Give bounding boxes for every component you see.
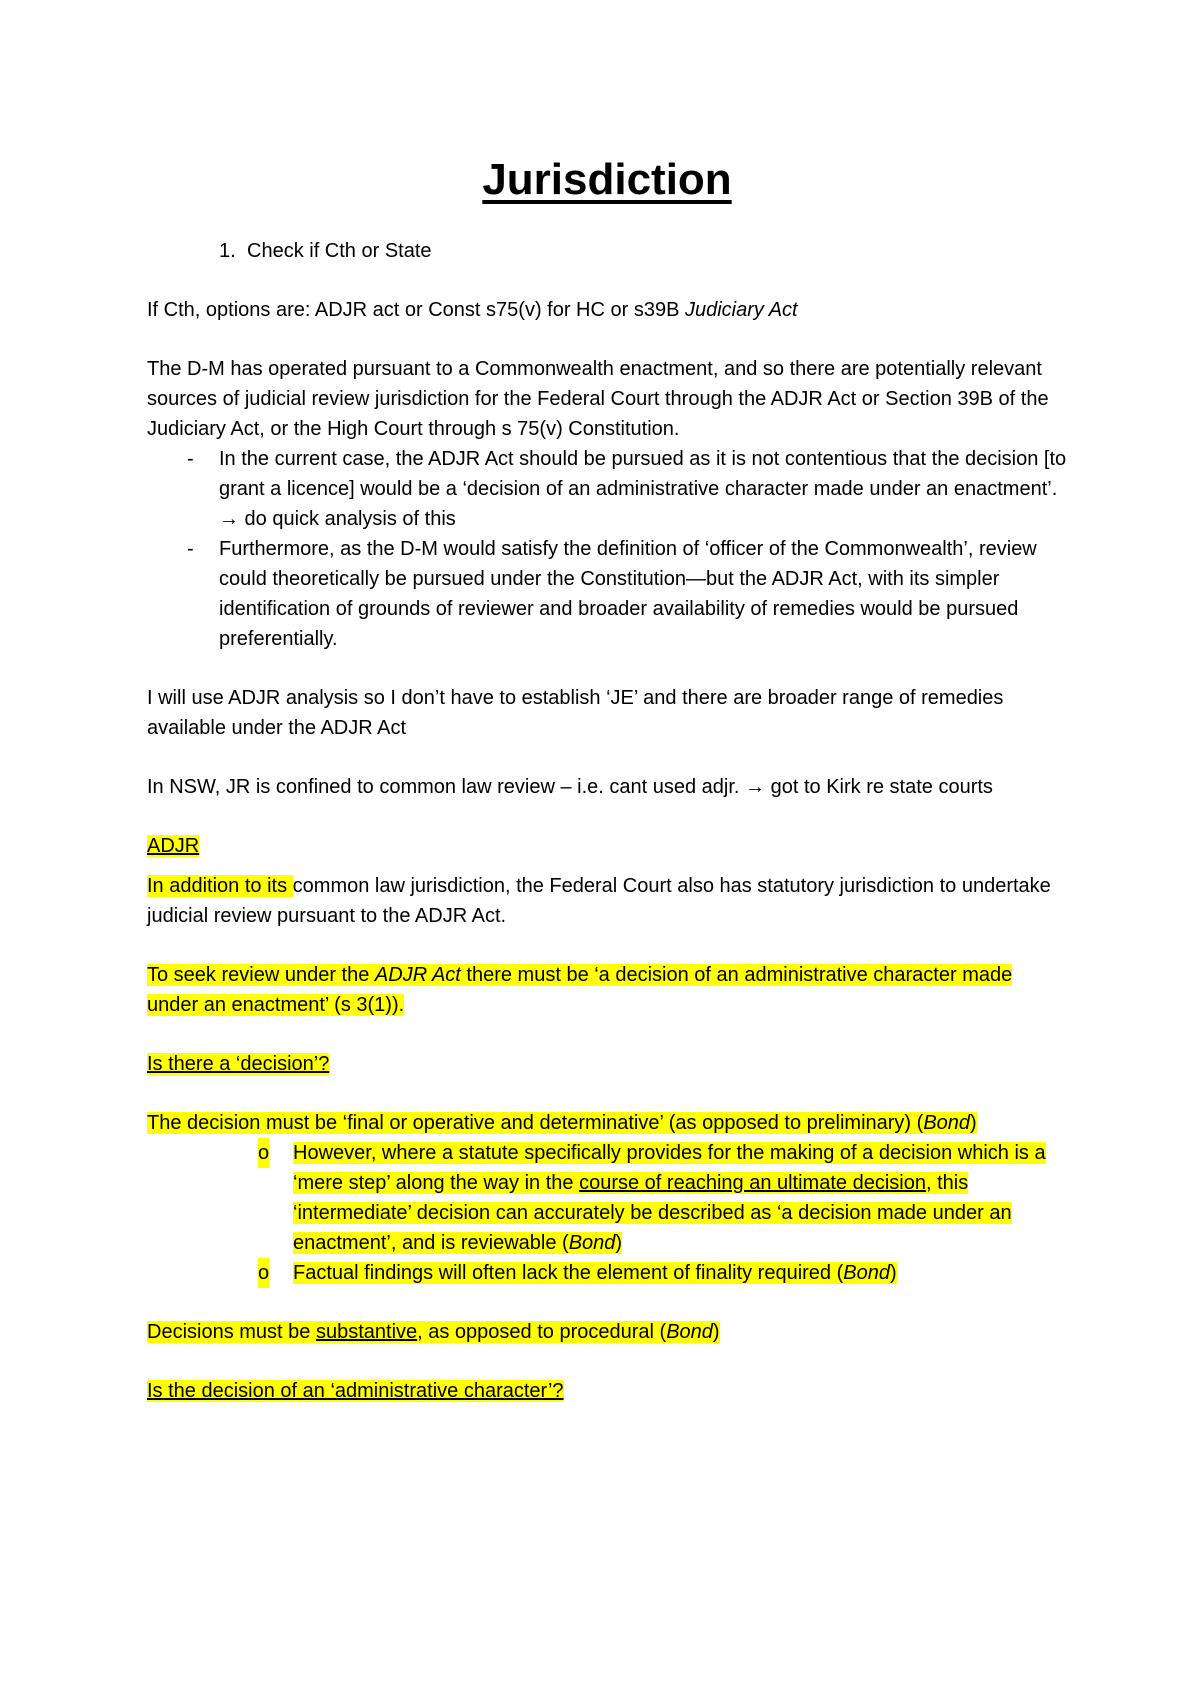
final-text: The decision must be ‘final or operative and determinative’ (as opposed to preliminary) ( bbox=[147, 1112, 924, 1134]
bullet-list bbox=[147, 1138, 1067, 1288]
substantive-after: , as opposed to procedural ( bbox=[417, 1321, 667, 1343]
intro-paragraph: The D-M has operated pursuant to a Commonwealth enactment, and so there are potentially relevant sources of judicial review jurisdiction for the Federal Court through the ADJR Act or Section 39B of the Judiciary Act, or the High Court through s 75(v) Constitution. bbox=[147, 358, 1049, 440]
bullet-underlined: course of reaching an ultimate decision bbox=[579, 1172, 926, 1194]
dash-list-item: - In the current case, the ADJR Act should be pursued as it is not contentious that the decision [to grant a licence] would be a ‘decision of an administrative character made under an enactment’. → do quick analysis of this bbox=[147, 444, 1067, 534]
dash-list-item: - Furthermore, as the D-M would satisfy the definition of ‘officer of the Commonwealth’, review could theoretically be pursued under the Constitution—but the ADJR Act, with its simpler identification of grounds of reviewer and broader availability of remedies would be pursued preferentially. bbox=[147, 534, 1067, 654]
cth-options-text: If Cth, options are: ADJR act or Const s75(v) for HC or s39B bbox=[147, 299, 685, 321]
decision-heading-text: Is there a ‘decision’? bbox=[147, 1053, 330, 1075]
dash-list bbox=[147, 444, 1067, 654]
bullet-list-item bbox=[147, 1138, 1067, 1258]
substantive-close: ) bbox=[712, 1321, 720, 1343]
bullet-text: Factual findings will often lack the element of finality required ( bbox=[293, 1262, 844, 1284]
bullet-list-item bbox=[147, 1258, 1067, 1288]
cth-options-italic: Judiciary Act bbox=[684, 299, 798, 321]
bullet-text-2: , this ‘intermediate’ decision can accurately be described as ‘a decision made under an enactment’, and is reviewable ( bbox=[293, 1172, 1012, 1254]
final-paragraph bbox=[147, 1108, 1067, 1138]
admin-heading bbox=[147, 1376, 1067, 1406]
substantive-underlined: substantive bbox=[315, 1321, 418, 1343]
final-close: ) bbox=[970, 1112, 977, 1134]
decision-heading bbox=[147, 1049, 1067, 1079]
bullet-close: ) bbox=[615, 1232, 623, 1254]
seek-review-paragraph bbox=[147, 960, 1067, 1020]
list-number: 1. bbox=[219, 240, 236, 262]
adjr-reason-paragraph: I will use ADJR analysis so I don’t have to establish ‘JE’ and there are broader range of remedies available under the ADJR Act bbox=[147, 687, 1004, 739]
cth-options-paragraph bbox=[147, 295, 1067, 325]
substantive-italic: Bond bbox=[666, 1321, 713, 1343]
page-title: Jurisdiction bbox=[482, 155, 732, 204]
substantive-paragraph bbox=[147, 1317, 1067, 1347]
addition-paragraph bbox=[147, 871, 1067, 931]
nsw-paragraph: In NSW, JR is confined to common law review – i.e. cant used adjr. → got to Kirk re state courts bbox=[147, 776, 993, 798]
admin-heading-text: Is the decision of an ‘administrative character’? bbox=[147, 1380, 564, 1402]
numbered-list bbox=[147, 236, 1067, 266]
addition-rest: common law jurisdiction, the Federal Court also has statutory jurisdiction to undertake judicial review pursuant to the ADJR Act. bbox=[147, 875, 1051, 927]
final-italic: Bond bbox=[923, 1112, 971, 1134]
substantive-before: Decisions must be bbox=[147, 1321, 316, 1343]
addition-highlight: In addition to its bbox=[147, 875, 293, 897]
bullet-italic: Bond bbox=[568, 1232, 616, 1254]
seek-review-before: To seek review under the bbox=[147, 964, 375, 986]
bullet-italic: Bond bbox=[843, 1262, 890, 1284]
list-item-text: Check if Cth or State bbox=[247, 240, 432, 262]
circle-bullet-icon: o bbox=[258, 1138, 269, 1168]
seek-review-italic: ADJR Act bbox=[374, 964, 461, 986]
bullet-text: However, where a statute specifically provides for the making of a decision which is a ‘mere step’ along the way in the bbox=[293, 1142, 1046, 1194]
bullet-close: ) bbox=[890, 1262, 897, 1284]
circle-bullet-icon: o bbox=[258, 1258, 269, 1288]
adjr-heading-text: ADJR bbox=[147, 835, 200, 857]
seek-review-after: there must be ‘a decision of an administrative character made under an enactment’ (s 3(1)). bbox=[147, 964, 1013, 1016]
document-body bbox=[147, 150, 1067, 1435]
adjr-heading bbox=[147, 831, 1067, 861]
